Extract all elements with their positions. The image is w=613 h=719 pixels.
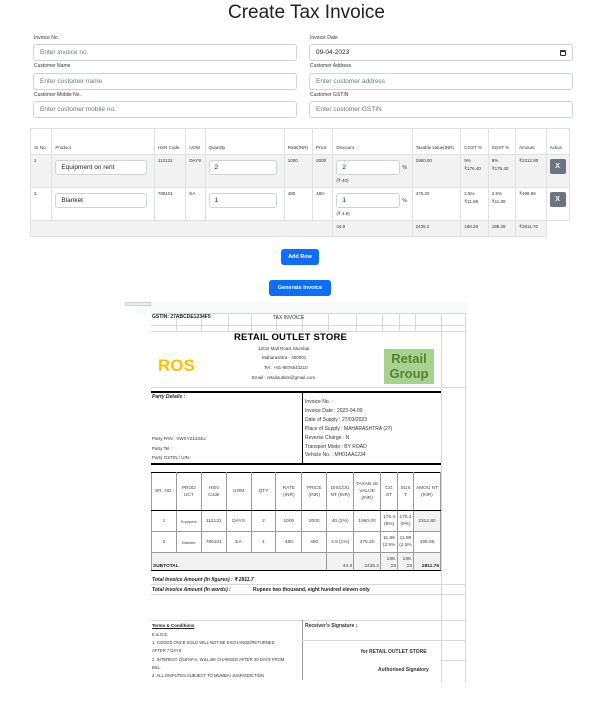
generate-invoice-button[interactable]: Generate Invoice xyxy=(269,280,331,296)
preview-email: Email : retailoutlets@gmail.com xyxy=(252,375,316,380)
authorised-signatory: Authorised Signatory xyxy=(378,667,429,673)
col-header-rate: Rate(INR) xyxy=(284,129,312,155)
terms-line: 3. ALL DISPUTES SUBJECT TO MUMBAI JUSRISDICTION xyxy=(152,673,265,678)
preview-cell: 1960.00 xyxy=(354,511,381,532)
row-uom: DAYS xyxy=(186,155,205,188)
total-amount: ₹2811.76 xyxy=(516,221,546,237)
terms-line: 1. GOODS ONCE SOLD WILL NOT BE EXCHANGE/RETURNED xyxy=(152,640,275,645)
ros-logo: ROS xyxy=(158,356,195,375)
for-store: for RETAIL OUTLET STORE xyxy=(361,649,427,655)
grid-line xyxy=(382,313,383,331)
subtotal-taxable: 2435.2 xyxy=(354,553,381,571)
col-header-sgst: SGST % xyxy=(488,129,515,155)
preview-invoice-no: Invoice No. : xyxy=(305,399,333,405)
preview-gstin: GSTIN: 27ABCDE1234F5 xyxy=(152,314,211,320)
total-sgst: 188.28 xyxy=(488,221,515,237)
row-cgst-amt: ₹176.40 xyxy=(464,166,481,171)
total-in-words-label: Total Invoice Amount (In words) : xyxy=(152,587,231,593)
terms-title: Terms & Conditions xyxy=(152,623,195,628)
subtotal-cgst: 188. 28 xyxy=(381,553,398,571)
grid-line xyxy=(356,313,357,331)
preview-col-price: PRICE (INR) xyxy=(302,473,327,511)
customer-address-label: Customer Address xyxy=(310,63,352,69)
grid-line xyxy=(441,660,465,661)
preview-cell: 40 (2%) xyxy=(327,511,354,532)
discount-amount: (₹ 40) xyxy=(336,178,349,183)
row-amount: ₹2312.80 xyxy=(516,155,546,188)
col-header-amount: Amount xyxy=(516,129,546,155)
customer-gstin-label: Customer GSTIN xyxy=(310,92,349,98)
grid-line xyxy=(399,313,400,331)
invoice-no-input[interactable]: Enter invoice no. xyxy=(33,44,297,61)
terms-line: E.& O.E. xyxy=(152,632,169,637)
preview-address2: Maharashtra - 400001 xyxy=(262,355,307,360)
page-title: Create Tax Invoice xyxy=(227,2,385,23)
preview-cell: 11.88 (2.5% xyxy=(381,532,398,553)
preview-col-rate: RATE (INR) xyxy=(276,473,302,511)
preview-cell: 475.20 xyxy=(354,532,381,553)
product-input[interactable]: Blanket xyxy=(55,193,147,208)
divider xyxy=(302,392,303,463)
retail-logo-line1: Retail xyxy=(391,351,427,366)
row-rate: 1000 xyxy=(284,155,312,188)
col-header-taxable: Taxable value(INR) xyxy=(412,129,461,155)
preview-doc-title: TAX INVOICE xyxy=(273,315,305,321)
preview-tel: Tel : +91-9876543210 xyxy=(264,365,308,370)
col-header-product: Product xyxy=(52,129,155,155)
customer-name-input[interactable]: Enter customer name xyxy=(33,73,297,90)
row-sgst-amt: ₹11.88 xyxy=(491,199,506,204)
col-header-price: Price xyxy=(313,129,333,155)
preview-subtotal-row xyxy=(152,553,441,571)
items-table-header xyxy=(31,129,570,155)
customer-mobile-label: Customer Mobile No. xyxy=(34,92,81,98)
grid-line xyxy=(228,313,229,331)
row-amount: ₹498.96 xyxy=(516,188,546,221)
grid-line xyxy=(151,387,465,388)
row-uom: EA xyxy=(186,188,205,221)
preview-col-amount: AMOU NT (INR) xyxy=(414,473,441,511)
row-cgst-pct: 9% xyxy=(464,158,471,163)
customer-address-input[interactable]: Enter customer address xyxy=(309,73,573,90)
invoice-no-label: Invoice No. xyxy=(34,35,60,41)
preview-col-sgst: SGS T xyxy=(398,473,414,511)
preview-cell: DAYS xyxy=(226,511,251,532)
col-header-cgst: CGST % xyxy=(461,129,488,155)
row-hsn: 789101 xyxy=(154,188,185,221)
preview-items-table xyxy=(151,472,441,571)
quantity-input[interactable]: 2 xyxy=(209,160,277,175)
preview-col-cgst: CG ST xyxy=(381,473,398,511)
subtotal-discount: 44.8 xyxy=(327,553,354,571)
preview-cell: 2000 xyxy=(302,511,327,532)
row-sr: 1 xyxy=(31,155,52,188)
preview-col-hsn: HSN Code xyxy=(201,473,226,511)
preview-cell: 789101 xyxy=(201,532,226,553)
terms-line: BILL xyxy=(152,665,161,670)
preview-col-qty: QTY xyxy=(251,473,276,511)
preview-place-of-supply: Place of Supply : MAHARASHTRA (27) xyxy=(305,426,393,432)
preview-cell: 2 xyxy=(251,511,276,532)
product-input[interactable]: Equipment on rent xyxy=(55,160,147,175)
preview-cell: 2 xyxy=(152,532,177,553)
subtotal-sgst: 188. 28 xyxy=(398,553,414,571)
preview-store-name: RETAIL OUTLET STORE xyxy=(234,332,348,343)
grid-line xyxy=(151,584,465,585)
delete-row-button[interactable]: X xyxy=(550,192,566,207)
grid-line xyxy=(415,313,416,331)
discount-input[interactable]: 2 xyxy=(336,160,400,175)
add-row-button[interactable]: Add Row xyxy=(281,249,319,265)
discount-amount: (₹ 4.8) xyxy=(336,211,350,216)
preview-cell: EA xyxy=(226,532,251,553)
preview-corner xyxy=(125,302,151,306)
grid-line xyxy=(251,313,252,331)
percent-symbol: % xyxy=(402,165,407,171)
row-sr: 2 xyxy=(31,188,52,221)
preview-table-row xyxy=(152,511,441,532)
total-in-words: Rupees two thousand, eight hundred eleven only xyxy=(253,587,370,593)
customer-gstin-input[interactable]: Enter customer GSTIN xyxy=(309,101,573,118)
grid-line xyxy=(151,594,465,595)
preview-address1: 12/34 Mall Road, Mumbai xyxy=(258,346,310,351)
subtotal-amount: 2811.76 xyxy=(414,553,441,571)
row-sgst-amt: ₹176.40 xyxy=(491,166,509,171)
row-price: 480 xyxy=(313,188,333,221)
grid-line xyxy=(441,313,442,683)
row-rate: 480 xyxy=(284,188,312,221)
preview-col-product: PROD UCT xyxy=(176,473,201,511)
subtotal-label: SUBTOTAL xyxy=(152,553,327,571)
party-pan: Party PAN : VWXYZ1234U xyxy=(152,436,206,441)
quantity-input[interactable]: 1 xyxy=(209,193,277,208)
party-gstin: Party GSTIN / UIN : xyxy=(152,455,192,460)
preview-cell: 1 xyxy=(251,532,276,553)
preview-cell: 11.88 (2.5% xyxy=(398,532,414,553)
row-sgst-pct: 2.5% xyxy=(491,191,502,196)
percent-symbol: % xyxy=(402,198,407,204)
grid-line xyxy=(328,313,329,331)
preview-table-header xyxy=(152,473,441,511)
preview-cell: 498.96 xyxy=(414,532,441,553)
grid-line xyxy=(151,620,465,621)
preview-cell: 4.8 (1%) xyxy=(327,532,354,553)
party-details-label: Party Details : xyxy=(152,394,186,400)
terms-line: AFTER 7 DAYS xyxy=(152,648,182,653)
preview-reverse-charge: Reverse Charge : N xyxy=(305,435,350,441)
col-header-discount: Discount xyxy=(333,129,412,155)
preview-col-sr: SR. NO. xyxy=(152,473,177,511)
delete-row-button[interactable]: X xyxy=(550,159,566,174)
row-cgst-pct: 2.5% xyxy=(464,191,475,196)
table-row xyxy=(31,188,570,221)
col-header-uom: UOM xyxy=(186,129,205,155)
preview-invoice-date: Invoice Date : 2023-04-09 xyxy=(305,408,363,414)
customer-name-label: Customer Name xyxy=(34,63,71,69)
table-row xyxy=(31,155,570,188)
retail-logo-line2: Group xyxy=(389,366,429,381)
preview-cell: 176.4 (9%) xyxy=(381,511,398,532)
total-discount: 44.8 xyxy=(333,221,412,237)
grid-line xyxy=(465,313,466,683)
col-header-quantity: Quantity xyxy=(205,129,284,155)
row-hsn: 112131 xyxy=(154,155,185,188)
preview-cell: 176.4 (9%) xyxy=(398,511,414,532)
discount-input[interactable]: 1 xyxy=(336,193,400,208)
preview-cell: 480 xyxy=(276,532,302,553)
receiver-signature: Receiver's Signature : xyxy=(305,623,358,629)
preview-date-of-supply: Date of Supply : 27/03/2023 xyxy=(305,417,367,423)
row-taxable: 1960.00 xyxy=(412,155,461,188)
preview-cell: 1 xyxy=(152,511,177,532)
invoice-date-label: Invoice Date xyxy=(310,35,338,41)
divider xyxy=(151,391,441,393)
preview-cell: 480 xyxy=(302,532,327,553)
invoice-date-value: 09-04-2023 xyxy=(316,49,350,56)
total-cgst: 188.28 xyxy=(461,221,488,237)
preview-col-taxable: TAXAB LE VALUE (INR) xyxy=(354,473,381,511)
preview-cell: 2312.80 xyxy=(414,511,441,532)
totals-row xyxy=(31,221,570,237)
preview-cell: 1000 xyxy=(276,511,302,532)
invoice-date-input[interactable] xyxy=(309,44,573,61)
row-sgst-pct: 9% xyxy=(491,158,499,163)
retail-group-logo xyxy=(384,349,434,384)
terms-line: 2. INTEREST @18%P.A. WILL BE CHARGED AFTER 30 DAYS FROM xyxy=(152,657,285,662)
divider xyxy=(302,620,303,680)
col-header-hsn: HSN Code xyxy=(154,129,185,155)
grid-line xyxy=(302,640,465,641)
preview-transport-mode: Transport Mode : BY ROAD xyxy=(305,444,367,450)
row-taxable: 475.20 xyxy=(412,188,461,221)
preview-cell: Equipme xyxy=(176,511,201,532)
preview-col-uom: UOM xyxy=(226,473,251,511)
preview-table-row xyxy=(152,532,441,553)
preview-cell: 112131 xyxy=(201,511,226,532)
divider xyxy=(151,463,441,465)
col-header-action: Action xyxy=(546,129,569,155)
row-cgst-amt: ₹11.88 xyxy=(464,199,479,204)
party-tel: Party Tel : xyxy=(152,446,172,451)
preview-col-discount: DISCOU NT (INR) xyxy=(327,473,354,511)
preview-cell: Blanket xyxy=(176,532,201,553)
total-in-figures: Total Invoice Amount (In figures) : ₹ 2811.7 xyxy=(152,577,254,583)
items-table xyxy=(30,128,570,237)
total-taxable: 2435.2 xyxy=(412,221,461,237)
customer-mobile-input[interactable]: Enter customer mobile no. xyxy=(33,101,297,118)
preview-vehicle-no: Vehicle No. : MH01AA1234 xyxy=(305,452,366,458)
preview-header-strip xyxy=(135,302,468,313)
grid-line xyxy=(151,325,465,326)
calendar-icon[interactable] xyxy=(560,50,566,56)
row-price: 2000 xyxy=(313,155,333,188)
col-header-sr: Sr No. xyxy=(31,129,52,155)
